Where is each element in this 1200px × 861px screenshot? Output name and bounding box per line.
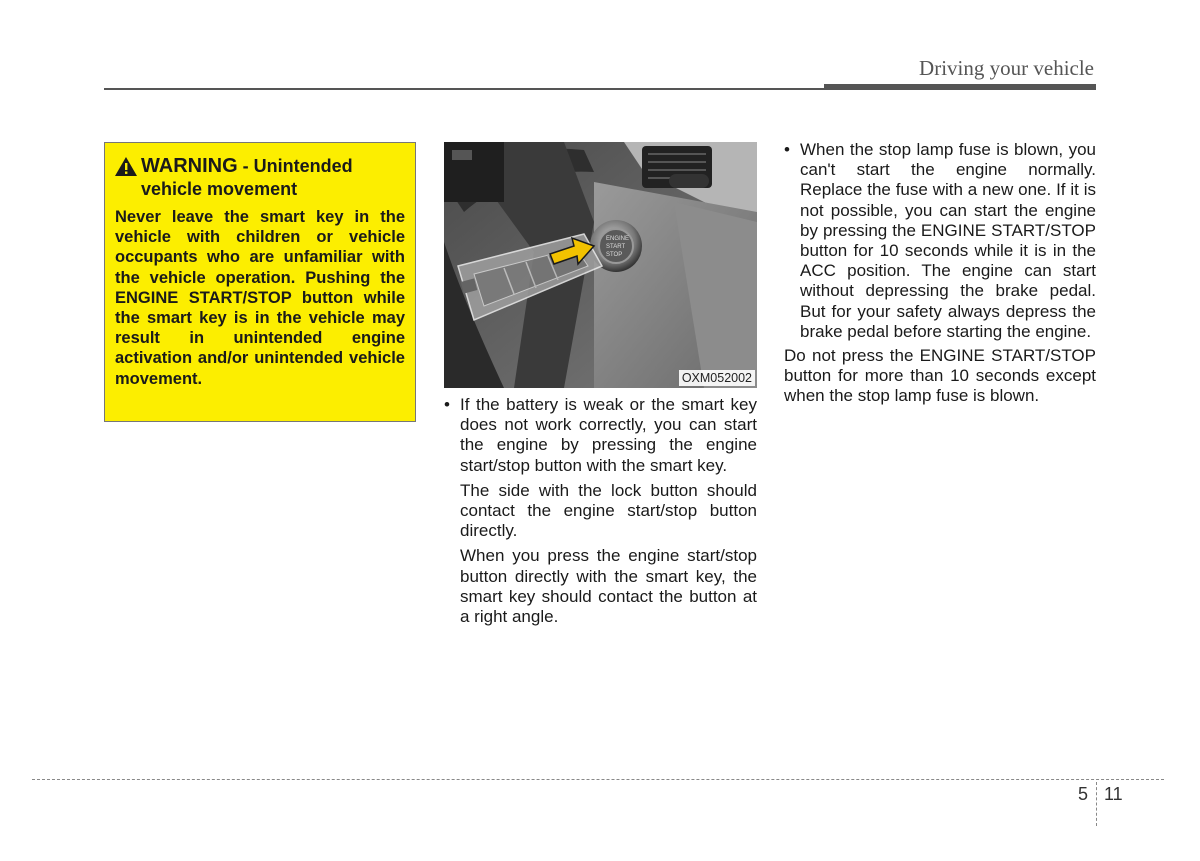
header-rule <box>104 88 824 90</box>
footer-divider <box>1096 782 1097 826</box>
paragraph: When you press the engine start/stop button directly with the smart key, the smart key should contact the button at a right angle. <box>460 546 757 627</box>
footer-rule <box>32 779 1164 780</box>
paragraph: The side with the lock button should contact the engine start/stop button directly. <box>460 480 757 541</box>
list-item <box>444 395 757 476</box>
page-number: 11 <box>1104 784 1123 804</box>
bullet-dot: • <box>784 140 790 159</box>
chapter-number: 5 <box>1078 784 1089 804</box>
warning-subtitle-line2: vehicle movement <box>141 179 298 199</box>
list-item-text: If the battery is weak or the smart key does not work correctly, you can start the engine by pressing the engine start/stop button with the smart key. <box>460 395 757 475</box>
paragraph: Do not press the ENGINE START/STOP button for more than 10 seconds except when the stop lamp fuse is blown. <box>784 346 1096 406</box>
smart-key-photo <box>444 142 757 388</box>
figure-code: OXM052002 <box>679 370 755 386</box>
warning-title <box>115 155 405 201</box>
warning-box <box>104 142 416 422</box>
warning-body: Never leave the smart key in the vehicle with children or vehicle occupants who are unfamiliar with the vehicle operation. Pushing the ENGINE START/STOP button while the smart key is in the vehicle may result in unintended engine activation and/or unintended vehicle movement. <box>115 208 405 388</box>
middle-column <box>444 395 757 627</box>
warning-label: WARNING <box>141 155 238 177</box>
list-item <box>784 140 1096 342</box>
header-rule-accent <box>824 84 1096 90</box>
list-item-text: When the stop lamp fuse is blown, you can't start the engine normally. Replace the fuse with a new one. If it is not possible, you can start the engine by pressing the ENGINE START/STOP button for 10 seconds while it is in the ACC position. The engine can start without depressing the brake pedal. But for your safety always depress the brake pedal before starting the engine. <box>800 140 1096 341</box>
button-label-start: START <box>606 244 626 250</box>
right-column <box>784 140 1096 407</box>
button-label-stop: STOP <box>606 252 623 258</box>
smart-key-illustration <box>444 142 757 388</box>
warning-triangle-icon <box>115 155 141 182</box>
bullet-dot: • <box>444 395 450 414</box>
section-title: Driving your vehicle <box>919 56 1094 80</box>
warning-subtitle-line1: - Unintended <box>237 156 353 176</box>
button-label-engine: ENGINE <box>606 236 630 242</box>
